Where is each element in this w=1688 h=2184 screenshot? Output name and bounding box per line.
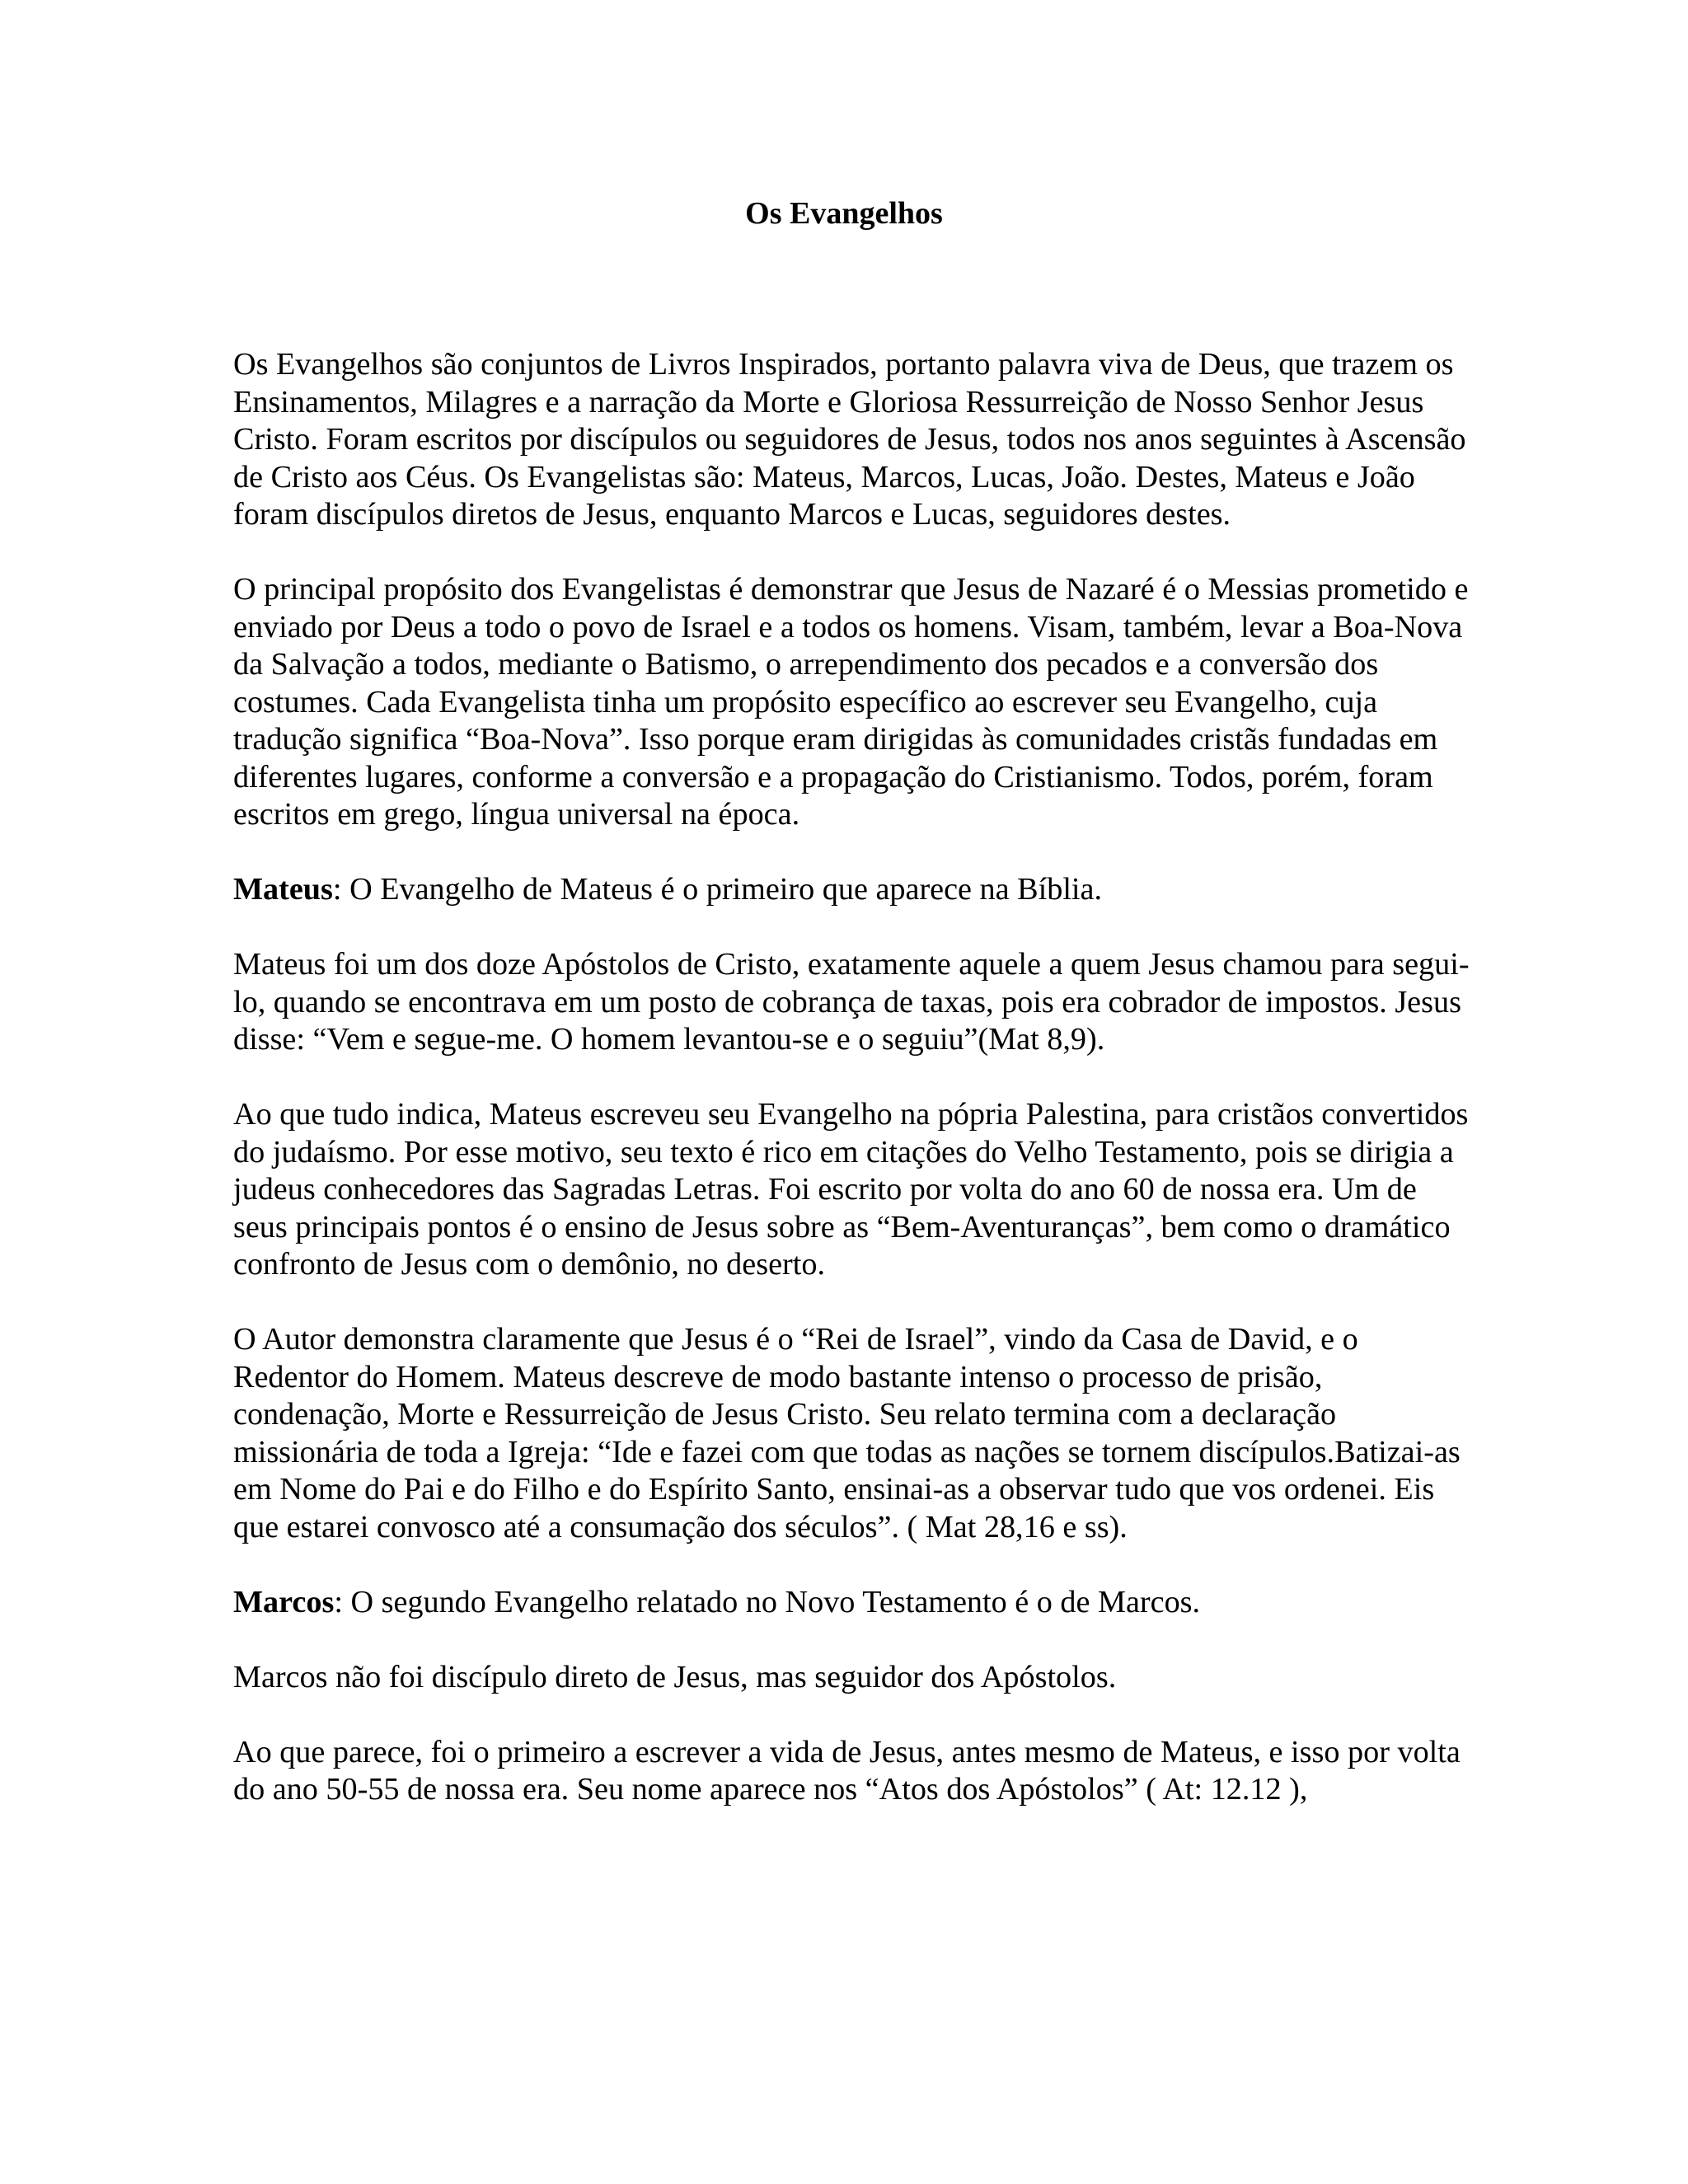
paragraph-mateus-author bbox=[233, 1321, 1470, 1546]
paragraph-mateus-heading bbox=[233, 871, 1470, 909]
paragraph-text: O principal propósito dos Evangelistas é demonstrar que Jesus de Nazaré é o Messias prometido e enviado por Deus a todo o povo de Israel e a todos os homens. Visam, também, levar a Boa-Nova da Salvação a todos, mediante o Batismo, o arrependimento dos pecados e a conversão dos costumes. Cada Evangelista tinha um propósito específico ao escrever seu Evangelho, cuja tradução significa “Boa-Nova”. Isso porque eram dirigidas às comunidades cristãs fundadas em diferentes lugares, conforme a conversão e a propagação do Cristianismo. Todos, porém, foram escritos em grego, língua universal na época. bbox=[233, 572, 1469, 832]
paragraph-intro bbox=[233, 346, 1470, 534]
document-title: Os Evangelhos bbox=[745, 196, 943, 231]
paragraph-mateus-palestine bbox=[233, 1096, 1470, 1284]
paragraph-text: : O segundo Evangelho relatado no Novo Testamento é o de Marcos. bbox=[334, 1584, 1201, 1619]
paragraph-marcos-heading bbox=[233, 1584, 1470, 1622]
document-body bbox=[233, 346, 1470, 1809]
section-label-mateus: Mateus bbox=[233, 872, 333, 907]
paragraph-purpose bbox=[233, 571, 1470, 834]
section-label-marcos: Marcos bbox=[233, 1584, 335, 1619]
paragraph-text: Os Evangelhos são conjuntos de Livros Inspirados, portanto palavra viva de Deus, que trazem os Ensinamentos, Milagres e a narração da Morte e Gloriosa Ressurreição de Nosso Senhor Jesus Cristo. Foram escritos por discípulos ou seguidores de Jesus, todos nos anos seguintes à Ascensão de Cristo aos Céus. Os Evangelistas são: Mateus, Marcos, Lucas, João. Destes, Mateus e João foram discípulos diretos de Jesus, enquanto Marcos e Lucas, seguidores destes. bbox=[233, 347, 1466, 532]
paragraph-text: Ao que tudo indica, Mateus escreveu seu Evangelho na pópria Palestina, para cristãos convertidos do judaísmo. Por esse motivo, seu texto é rico em citações do Velho Testamento, pois se dirigia a judeus conhecedores das Sagradas Letras. Foi escrito por volta do ano 60 de nossa era. Um de seus principais pontos é o ensino de Jesus sobre as “Bem-Aventuranças”, bem como o dramático confronto de Jesus com o demônio, no deserto. bbox=[233, 1097, 1469, 1282]
paragraph-text: Marcos não foi discípulo direto de Jesus, mas seguidor dos Apóstolos. bbox=[233, 1659, 1117, 1694]
paragraph-text: Ao que parece, foi o primeiro a escrever a vida de Jesus, antes mesmo de Mateus, e isso por volta do ano 50-55 de nossa era. Seu nome aparece nos “Atos dos Apóstolos” ( At: 12.12 ), bbox=[233, 1734, 1461, 1807]
paragraph-mateus-apostle bbox=[233, 946, 1470, 1059]
paragraph-marcos-first bbox=[233, 1734, 1470, 1809]
paragraph-text: O Autor demonstra claramente que Jesus é o “Rei de Israel”, vindo da Casa de David, e o Redentor do Homem. Mateus descreve de modo bastante intenso o processo de prisão, condenação, Morte e Ressurreição de Jesus Cristo. Seu relato termina com a declaração missionária de toda a Igreja: “Ide e fazei com que todas as nações se tornem discípulos.Batizai-as em Nome do Pai e do Filho e do Espírito Santo, ensinai-as a observar tudo que vos ordenei. Eis que estarei convosco até a consumação dos séculos”. ( Mat 28,16 e ss). bbox=[233, 1322, 1461, 1544]
paragraph-text: Mateus foi um dos doze Apóstolos de Cristo, exatamente aquele a quem Jesus chamou para segui-lo, quando se encontrava em um posto de cobrança de taxas, pois era cobrador de impostos. Jesus disse: “Vem e segue-me. O homem levantou-se e o seguiu”(Mat 8,9). bbox=[233, 947, 1470, 1057]
paragraph-marcos-disciple bbox=[233, 1659, 1470, 1697]
paragraph-text: : O Evangelho de Mateus é o primeiro que aparece na Bíblia. bbox=[332, 872, 1103, 907]
